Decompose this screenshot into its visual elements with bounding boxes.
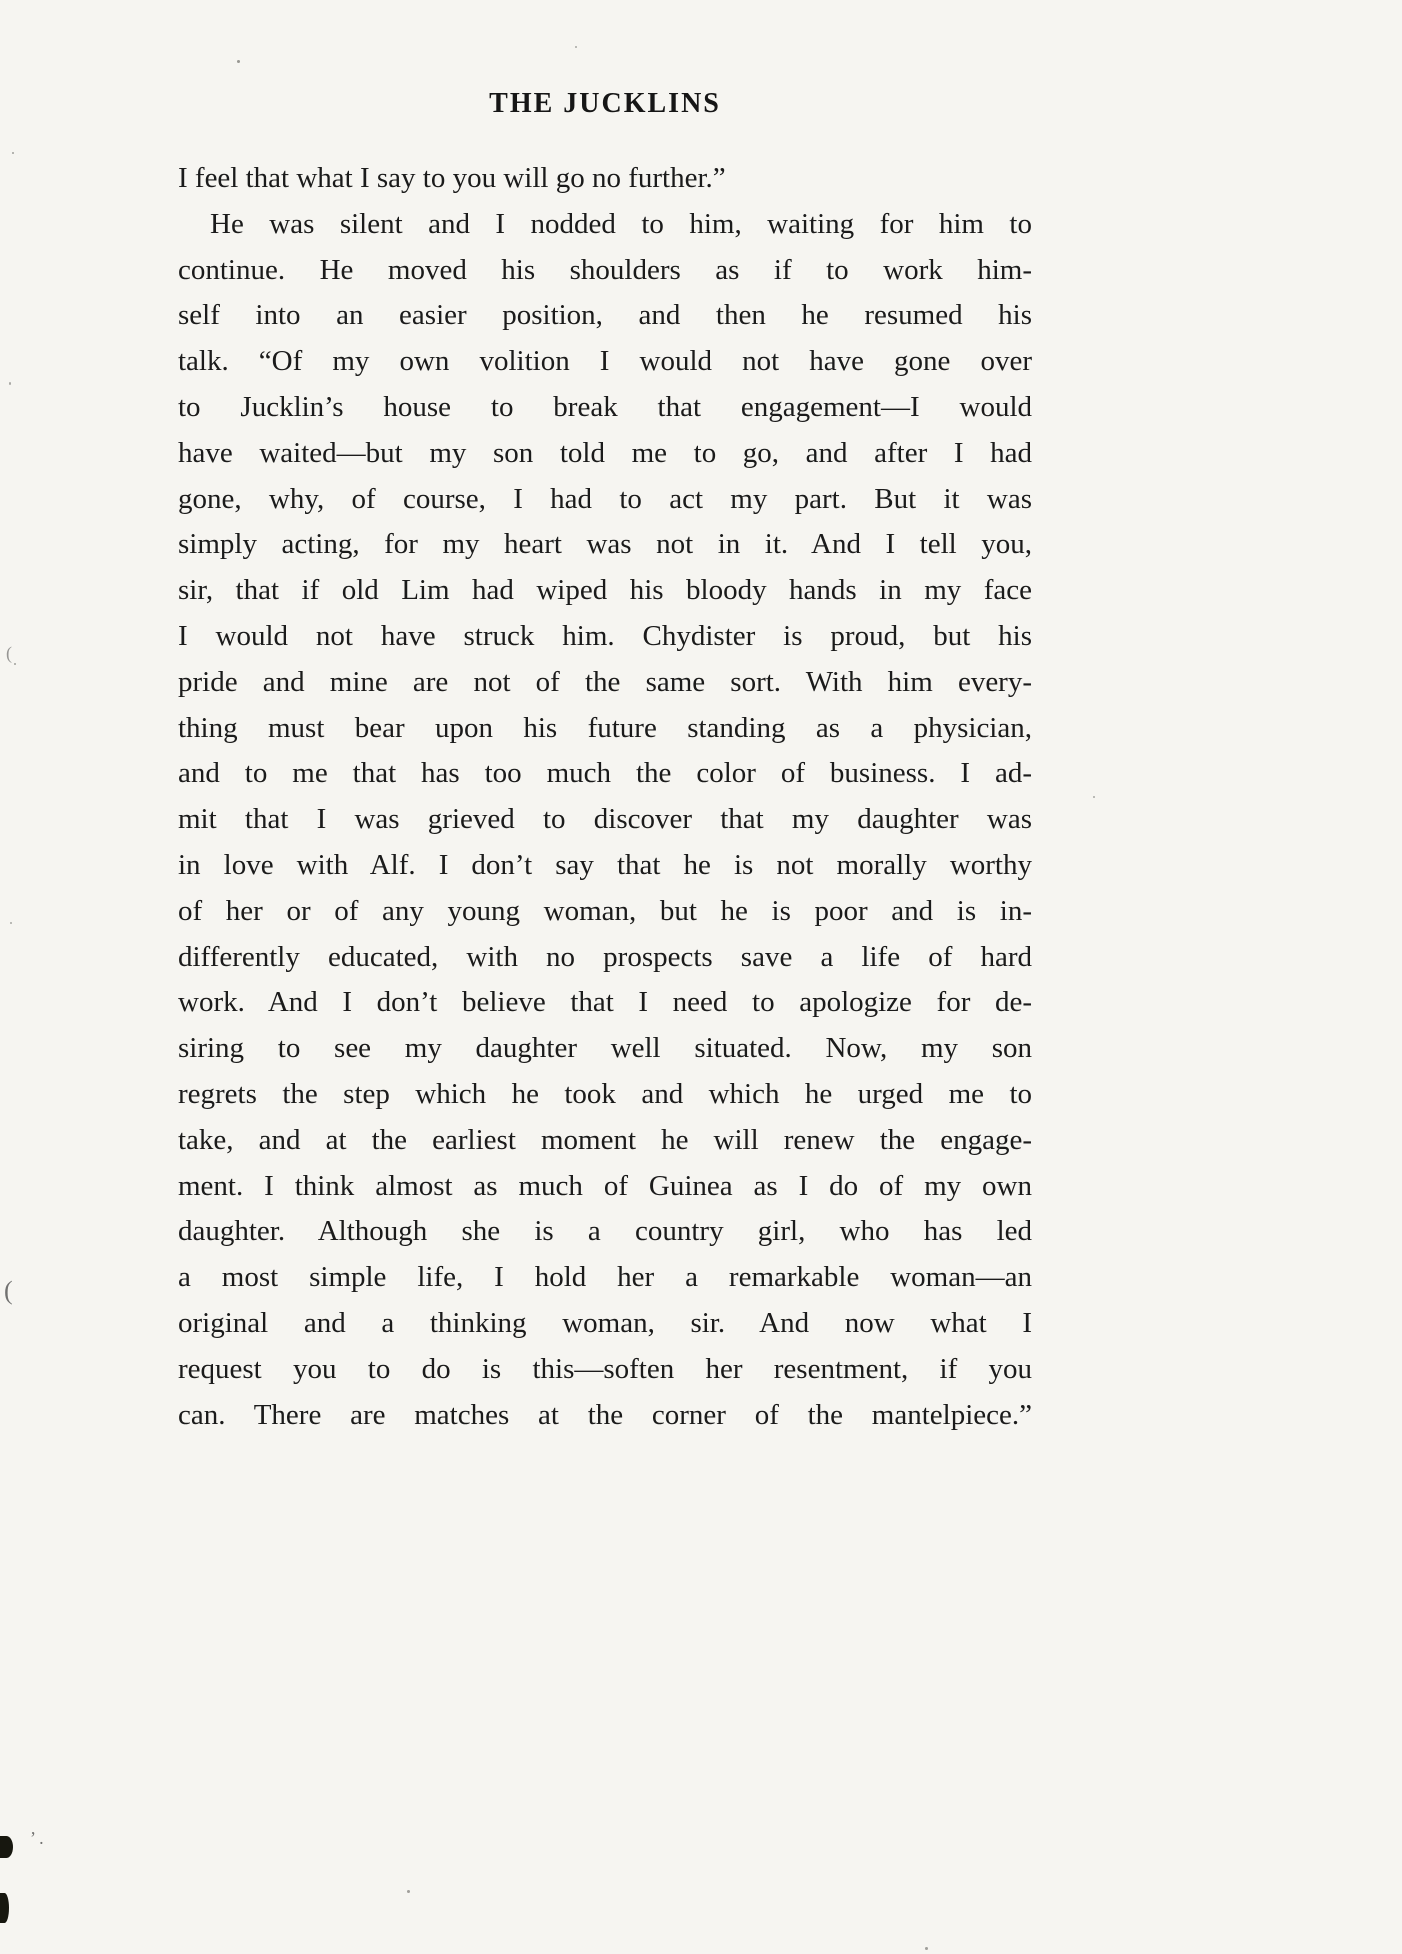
running-head: THE JUCKLINS bbox=[489, 88, 721, 119]
scan-artifact bbox=[237, 60, 240, 63]
text-block bbox=[178, 156, 1032, 1438]
text-line: take, and at the earliest moment he will renew the engage- bbox=[178, 1123, 1032, 1156]
text-line: I feel that what I say to you will go no further.” bbox=[178, 162, 726, 194]
text-line: can. There are matches at the corner of the mantelpiece.” bbox=[178, 1398, 1032, 1431]
text-line: gone, why, of course, I had to act my part. But it was bbox=[178, 482, 1032, 515]
text-line: He was silent and I nodded to him, waiting for him to bbox=[210, 207, 1032, 240]
text-line: pride and mine are not of the same sort. With him every- bbox=[178, 665, 1032, 698]
scan-artifact: ( bbox=[6, 643, 12, 663]
scan-artifact bbox=[9, 382, 11, 385]
text-line: in love with Alf. I don’t say that he is not morally worthy bbox=[178, 848, 1032, 881]
scan-artifact bbox=[0, 1836, 13, 1858]
scan-artifact bbox=[10, 922, 12, 924]
text-line: sir, that if old Lim had wiped his bloody hands in my face bbox=[178, 574, 1032, 607]
text-line: I would not have struck him. Chydister is proud, but his bbox=[178, 619, 1032, 652]
scan-artifact bbox=[407, 1890, 410, 1893]
scan-artifact: ( bbox=[4, 1276, 13, 1305]
text-line: request you to do is this—soften her resentment, if you bbox=[178, 1352, 1032, 1385]
text-line: differently educated, with no prospects save a life of hard bbox=[178, 940, 1032, 973]
scan-artifact bbox=[925, 1947, 928, 1950]
text-line: thing must bear upon his future standing as a physician, bbox=[178, 711, 1032, 744]
scan-artifact bbox=[575, 46, 577, 48]
text-line: siring to see my daughter well situated. Now, my son bbox=[178, 1032, 1032, 1065]
text-line: a most simple life, I hold her a remarkable woman—an bbox=[178, 1261, 1032, 1294]
text-line: original and a thinking woman, sir. And now what I bbox=[178, 1306, 1032, 1339]
text-line: of her or of any young woman, but he is poor and is in- bbox=[178, 894, 1032, 927]
text-line: talk. “Of my own volition I would not have gone over bbox=[178, 345, 1032, 378]
text-line: ment. I think almost as much of Guinea as I do of my own bbox=[178, 1169, 1032, 1202]
text-line: have waited—but my son told me to go, and after I had bbox=[178, 436, 1032, 469]
text-line: continue. He moved his shoulders as if to work him- bbox=[178, 253, 1032, 286]
book-page bbox=[178, 88, 1032, 1438]
text-line: self into an easier position, and then he resumed his bbox=[178, 299, 1032, 332]
text-line: and to me that has too much the color of business. I ad- bbox=[178, 757, 1032, 790]
scan-artifact bbox=[12, 152, 14, 154]
text-line: daughter. Although she is a country girl, who has led bbox=[178, 1215, 1032, 1248]
text-line: regrets the step which he took and which he urged me to bbox=[178, 1077, 1032, 1110]
scan-artifact bbox=[0, 1893, 9, 1923]
text-line: to Jucklin’s house to break that engagement—I would bbox=[178, 390, 1032, 423]
text-line: simply acting, for my heart was not in it. And I tell you, bbox=[178, 528, 1032, 561]
scan-artifact: ’ . bbox=[30, 1828, 44, 1848]
text-line: work. And I don’t believe that I need to apologize for de- bbox=[178, 986, 1032, 1019]
scan-artifact bbox=[14, 663, 16, 665]
scan-artifact bbox=[1093, 796, 1095, 798]
text-line: mit that I was grieved to discover that my daughter was bbox=[178, 803, 1032, 836]
